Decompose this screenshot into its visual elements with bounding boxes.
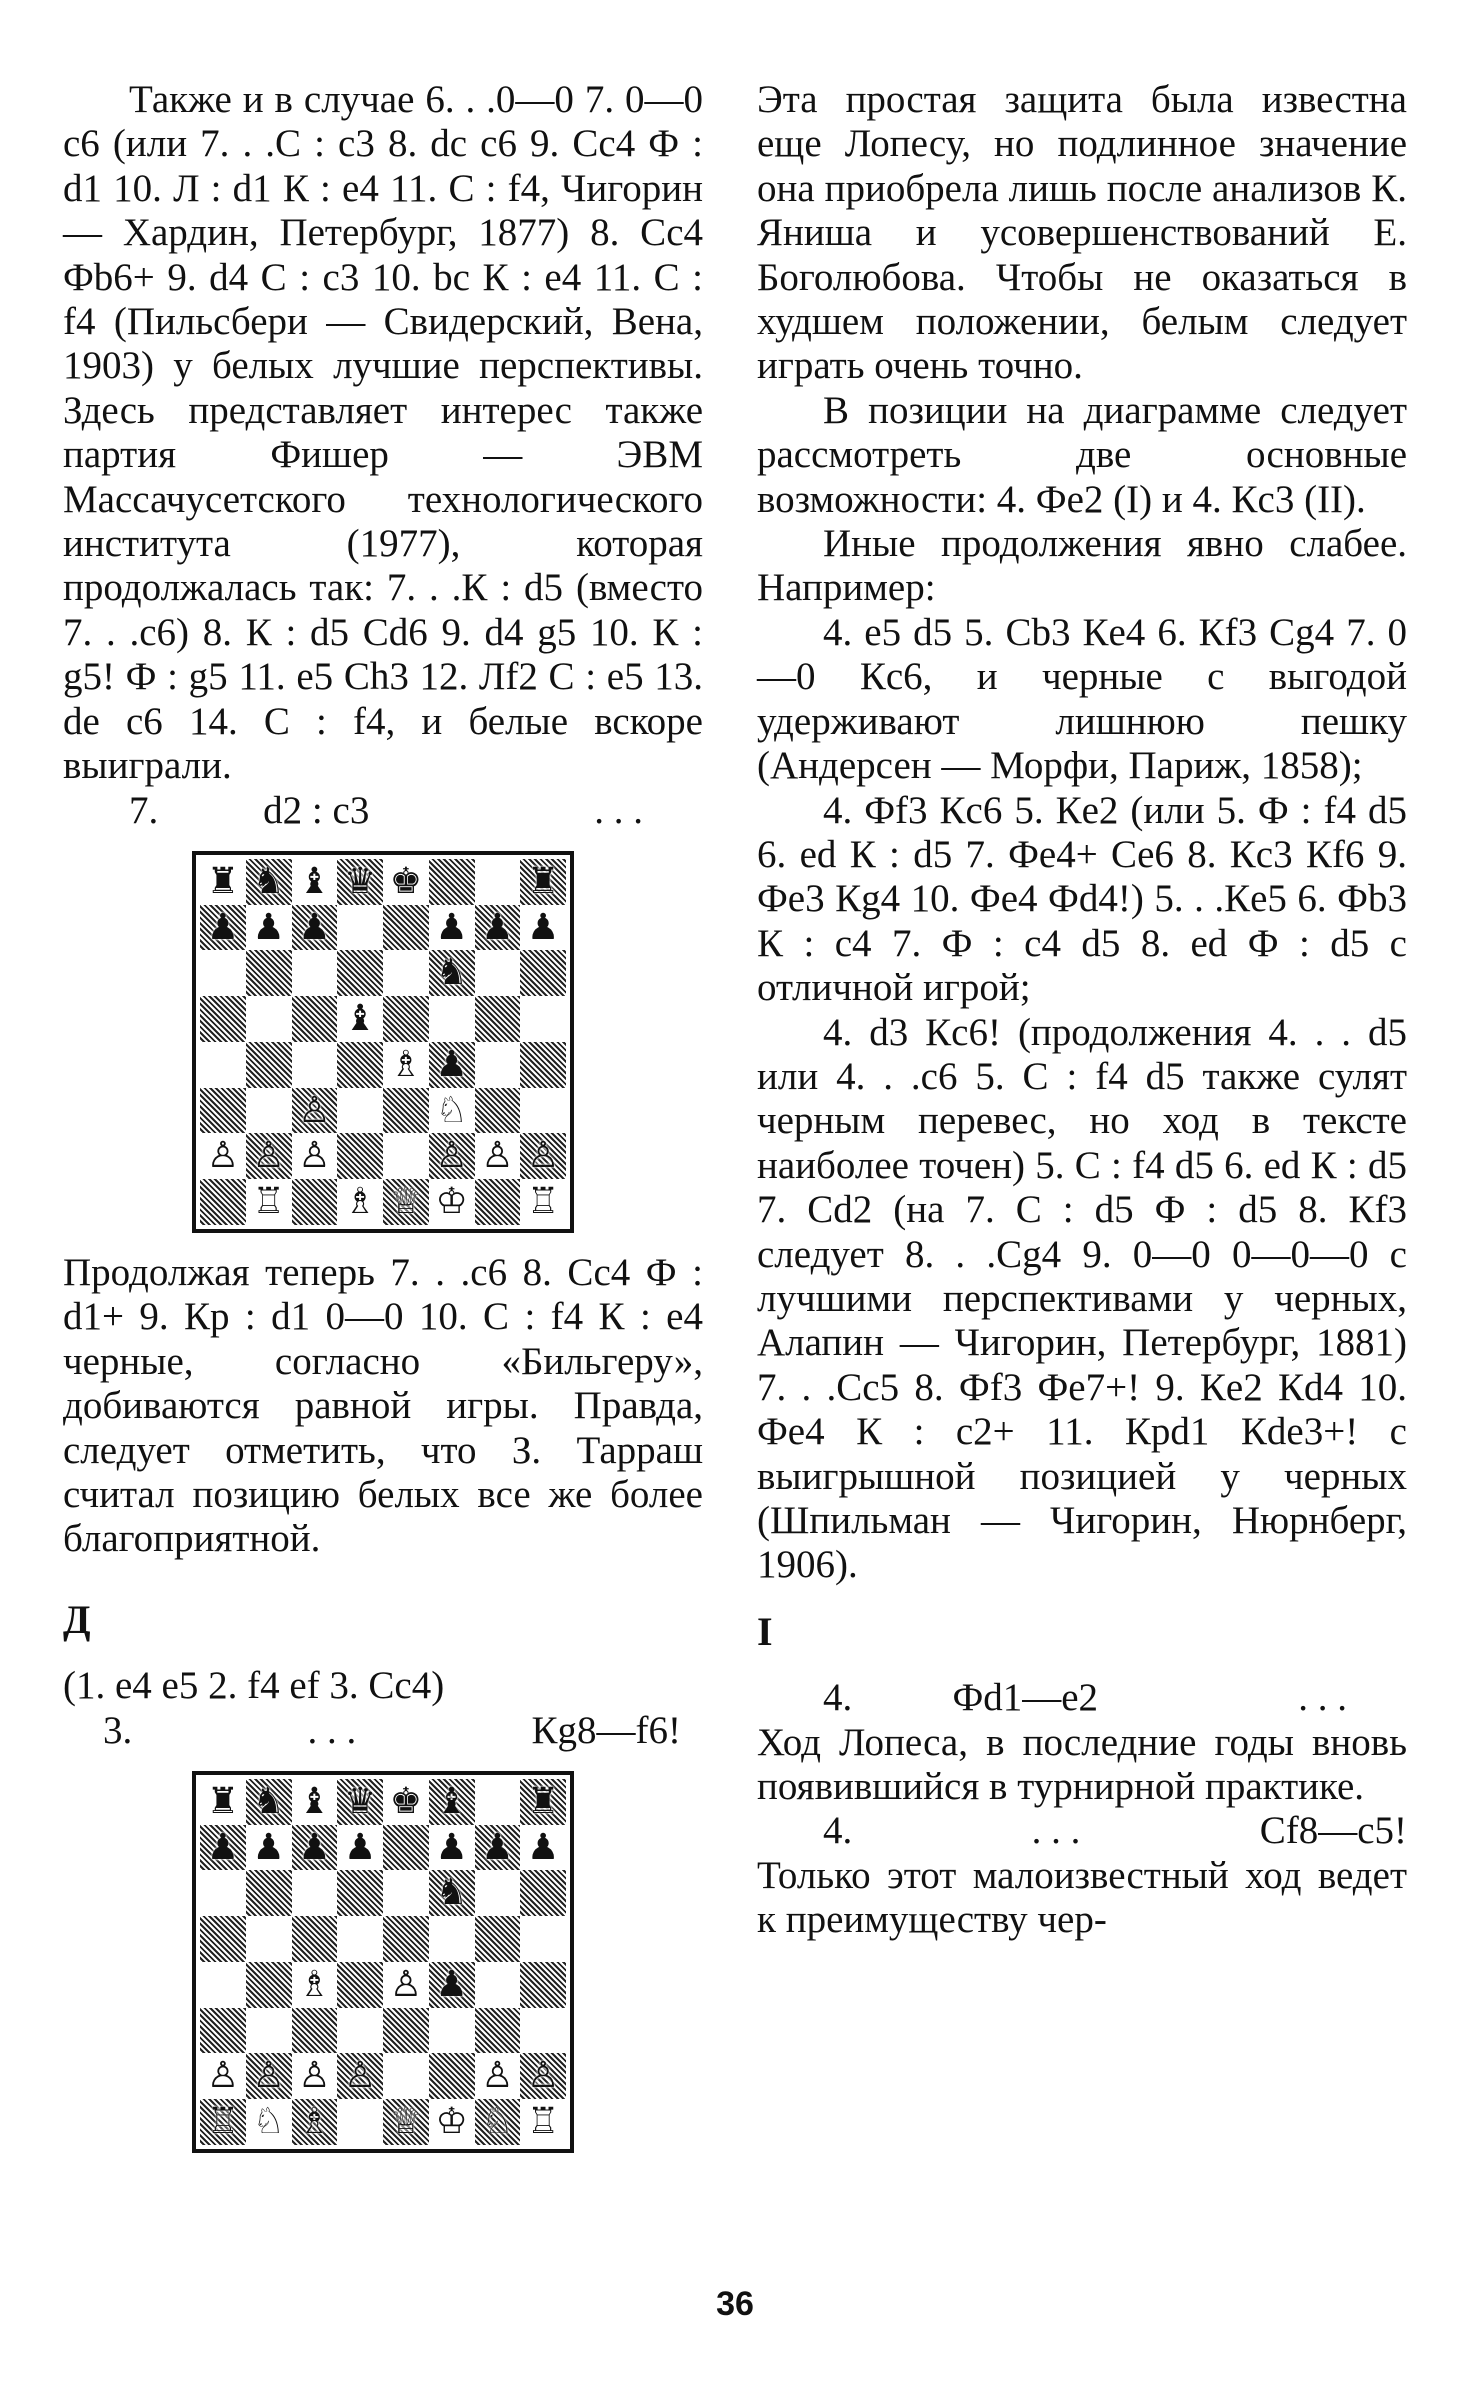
board-square: [429, 1133, 475, 1179]
board-square: [200, 1916, 246, 1962]
board-square: [246, 1916, 292, 1962]
black-pawn-icon: ♟: [343, 1826, 377, 1868]
black-pawn-icon: ♟: [435, 1043, 468, 1085]
board-square: [429, 2008, 475, 2054]
board-square: [292, 2053, 338, 2099]
board-square: [429, 2099, 475, 2145]
white-pawn-icon: ♙: [252, 1135, 285, 1177]
chessboard: [192, 851, 574, 1233]
black-pawn-icon: ♟: [206, 906, 240, 948]
paragraph: Ход Лопеса, в последние годы вновь появившийся в турнирной практике.: [757, 1720, 1407, 1809]
move-line-4b: [757, 1809, 1407, 1853]
white-move: . . .: [307, 1708, 357, 1752]
board-square: [429, 2053, 475, 2099]
board-square: [520, 996, 566, 1042]
board-square: [383, 1088, 429, 1134]
board-square: [475, 1042, 521, 1088]
board-square: [200, 905, 246, 951]
black-pawn-icon: ♟: [481, 1826, 514, 1868]
board-square: [337, 905, 383, 951]
paragraph: Продолжая теперь 7. . .c6 8. Cc4 Ф : d1+ 9. Кр : d1 0—0 10. С : f4 К : e4 черные, согласно «Бильгеру», добиваются равной игры. Правда, следует отметить, что З. Тарраш считал позицию белых все же более благоприятной.: [63, 1250, 703, 1561]
white-bishop-icon: ♗: [343, 1181, 377, 1223]
board-square: [337, 1179, 383, 1225]
board-square: [246, 905, 292, 951]
move-line-7: [63, 789, 703, 833]
board-square: [383, 905, 429, 951]
black-pawn-icon: ♟: [435, 906, 468, 948]
board-square: [292, 1870, 338, 1916]
white-pawn-icon: ♙: [435, 1135, 468, 1177]
white-pawn-icon: ♙: [481, 1135, 514, 1177]
board-square: [520, 859, 566, 905]
black-knight-icon: ♞: [435, 952, 468, 994]
black-king-icon: ♚: [389, 1780, 423, 1822]
black-bishop-icon: ♝: [298, 1780, 331, 1822]
board-square: [475, 1825, 521, 1871]
board-square: [200, 1825, 246, 1871]
board-square: [520, 2099, 566, 2145]
board-square: [383, 1042, 429, 1088]
board-square: [475, 996, 521, 1042]
board-square: [200, 2053, 246, 2099]
black-bishop-icon: ♝: [298, 860, 331, 902]
board-square: [246, 2053, 292, 2099]
board-square: [337, 2099, 383, 2145]
move-line-4a: [757, 1676, 1407, 1720]
board-square: [383, 2008, 429, 2054]
white-move: Фd1—e2: [952, 1676, 1099, 1720]
board-square: [246, 1088, 292, 1134]
white-pawn-icon: ♙: [526, 2055, 560, 2097]
paragraph: Также и в случае 6. . .0—0 7. 0—0 c6 (или 7. . .С : c3 8. dc c6 9. Cc4 Ф : d1 10. Л : d1 К : e4 11. С : f4, Чигорин — Хардин, Петербург, 1877) 8. Cc4 Фb6+ 9. d4 С : c3 10. bc К : e4 11. С : f4 (Пильсбери — Свидерский, Вена, 1903) у белых лучшие перспективы. Здесь представляет интерес также партия Фишер — ЭВМ Массачусетского технологического института (1977), которая продолжалась так: 7. . .К : d5 (вместо 7. . .c6) 8. К : d5 Cd6 9. d4 g5 10. К : g5! Ф : g5 11. e5 Ch3 12. Лf2 С : e5 13. de c6 14. С : f4, и белые вскоре выиграли.: [63, 78, 703, 788]
board-square: [246, 1133, 292, 1179]
black-bishop-icon: ♝: [435, 1780, 468, 1822]
white-pawn-icon: ♙: [343, 2055, 377, 2097]
paragraph: Эта простая защита была известна еще Лопесу, но подлинное значение она приобрела лишь после анализов К. Яниша и усовершенствований Е. Боголюбова. Чтобы не оказаться в худшем положении, белым следует играть очень точно.: [757, 78, 1407, 388]
black-knight-icon: ♞: [252, 860, 285, 902]
board-square: [200, 950, 246, 996]
board-square: [200, 1088, 246, 1134]
white-pawn-icon: ♙: [298, 1089, 331, 1131]
board-square: [292, 1042, 338, 1088]
board-square: [337, 859, 383, 905]
board-square: [246, 859, 292, 905]
white-king-icon: ♔: [435, 2101, 468, 2143]
board-square: [246, 1179, 292, 1225]
board-square: [292, 1779, 338, 1825]
white-pawn-icon: ♙: [526, 1135, 560, 1177]
section-heading-i: I: [757, 1608, 773, 1654]
board-square: [292, 2008, 338, 2054]
board-square: [200, 2008, 246, 2054]
board-square: [429, 1088, 475, 1134]
board-square: [475, 2053, 521, 2099]
white-pawn-icon: ♙: [481, 2055, 514, 2097]
board-square: [200, 859, 246, 905]
paragraph: 4. Фf3 Кc6 5. Кe2 (или 5. Ф : f4 d5 6. ed К : d5 7. Фe4+ Ce6 8. Кc3 Кf6 9. Фe3 Кg4 10. Фe4 Фd4!) 5. . .Кe5 6. Фb3 К : c4 7. Ф : c4 d5 8. ed Ф : d5 с отличной игрой;: [757, 788, 1407, 1010]
board-square: [246, 996, 292, 1042]
board-square: [337, 1042, 383, 1088]
white-pawn-icon: ♙: [389, 1963, 423, 2005]
chess-diagram-1: [63, 851, 703, 1233]
board-square: [292, 905, 338, 951]
board-square: [429, 996, 475, 1042]
board-square: [475, 1133, 521, 1179]
board-square: [246, 1779, 292, 1825]
white-pawn-icon: ♙: [298, 1135, 331, 1177]
white-knight-icon: ♘: [481, 2101, 514, 2143]
board-square: [520, 1088, 566, 1134]
board-square: [429, 1870, 475, 1916]
board-square: [246, 1962, 292, 2008]
black-queen-icon: ♛: [343, 1780, 377, 1822]
move-number: 4.: [823, 1809, 853, 1853]
board-square: [383, 859, 429, 905]
board-square: [200, 2099, 246, 2145]
board-square: [383, 2099, 429, 2145]
board-square: [200, 996, 246, 1042]
white-rook-icon: ♖: [526, 2101, 560, 2143]
board-square: [246, 2008, 292, 2054]
section-heading-d: Д: [63, 1596, 91, 1642]
white-bishop-icon: ♗: [298, 2101, 331, 2143]
white-knight-icon: ♘: [252, 2101, 285, 2143]
black-move: . . .: [1298, 1676, 1347, 1720]
board-square: [200, 1870, 246, 1916]
board-square: [383, 1870, 429, 1916]
board-square: [520, 1825, 566, 1871]
board-square: [292, 1825, 338, 1871]
white-queen-icon: ♕: [389, 1181, 423, 1223]
board-square: [337, 1870, 383, 1916]
board-square: [429, 950, 475, 996]
board-square: [520, 1179, 566, 1225]
black-king-icon: ♚: [389, 860, 423, 902]
black-pawn-icon: ♟: [435, 1826, 468, 1868]
board-square: [337, 2008, 383, 2054]
paragraph: В позиции на диаграмме следует рассмотреть две основные возможности: 4. Фе2 (I) и 4. Кc3 (II).: [757, 388, 1407, 521]
board-square: [292, 1088, 338, 1134]
white-pawn-icon: ♙: [298, 2055, 331, 2097]
board-square: [520, 1916, 566, 1962]
board-square: [292, 1916, 338, 1962]
board-square: [246, 950, 292, 996]
board-square: [475, 950, 521, 996]
board-square: [520, 1779, 566, 1825]
board-square: [429, 1916, 475, 1962]
board-square: [383, 1133, 429, 1179]
black-rook-icon: ♜: [206, 1780, 240, 1822]
black-rook-icon: ♜: [526, 860, 560, 902]
black-pawn-icon: ♟: [206, 1826, 240, 1868]
board-square: [292, 859, 338, 905]
move-number: 7.: [129, 788, 159, 832]
white-pawn-icon: ♙: [206, 1135, 240, 1177]
white-rook-icon: ♖: [526, 1181, 560, 1223]
board-square: [337, 1779, 383, 1825]
chess-diagram-2: [63, 1771, 703, 2153]
board-square: [337, 1133, 383, 1179]
white-king-icon: ♔: [435, 1181, 468, 1223]
board-square: [200, 1779, 246, 1825]
board-square: [520, 1870, 566, 1916]
board-square: [475, 1779, 521, 1825]
chessboard: [192, 1771, 574, 2153]
black-queen-icon: ♛: [343, 860, 377, 902]
board-square: [383, 1916, 429, 1962]
paragraph: Только этот малоизвестный ход ведет к преимуществу чер-: [757, 1853, 1407, 1942]
board-square: [475, 1870, 521, 1916]
board-square: [292, 1962, 338, 2008]
board-square: [520, 1133, 566, 1179]
board-square: [383, 1179, 429, 1225]
black-pawn-icon: ♟: [298, 906, 331, 948]
board-square: [383, 996, 429, 1042]
white-pawn-icon: ♙: [206, 2055, 240, 2097]
board-square: [475, 1962, 521, 2008]
board-square: [475, 1088, 521, 1134]
board-square: [520, 950, 566, 996]
white-bishop-icon: ♗: [298, 1963, 331, 2005]
black-pawn-icon: ♟: [252, 906, 285, 948]
board-square: [383, 1962, 429, 2008]
board-square: [200, 1042, 246, 1088]
board-square: [429, 1825, 475, 1871]
board-square: [429, 859, 475, 905]
board-square: [292, 1179, 338, 1225]
board-square: [292, 1133, 338, 1179]
board-square: [292, 996, 338, 1042]
board-square: [475, 859, 521, 905]
left-column: [63, 78, 703, 2171]
board-square: [200, 1962, 246, 2008]
paragraph: Иные продолжения явно слабее. Например:: [757, 522, 1407, 610]
page-number: 36: [716, 2285, 754, 2323]
black-pawn-icon: ♟: [435, 1963, 468, 2005]
board-square: [337, 1962, 383, 2008]
board-square: [337, 1825, 383, 1871]
board-square: [520, 2008, 566, 2054]
board-square: [337, 1088, 383, 1134]
board-square: [246, 2099, 292, 2145]
board-square: [200, 1133, 246, 1179]
board-square: [200, 1179, 246, 1225]
board-square: [475, 2008, 521, 2054]
white-rook-icon: ♖: [206, 2101, 240, 2143]
move-number: 4.: [823, 1676, 853, 1720]
board-square: [475, 2099, 521, 2145]
board-square: [520, 1042, 566, 1088]
board-square: [383, 1779, 429, 1825]
board-square: [429, 905, 475, 951]
board-square: [429, 1179, 475, 1225]
board-square: [520, 905, 566, 951]
black-pawn-icon: ♟: [252, 1826, 285, 1868]
white-move: . . .: [1031, 1809, 1081, 1853]
white-bishop-icon: ♗: [389, 1043, 423, 1085]
black-knight-icon: ♞: [252, 1780, 285, 1822]
board-square: [475, 1179, 521, 1225]
black-knight-icon: ♞: [435, 1872, 468, 1914]
board-square: [429, 1779, 475, 1825]
opening-line: (1. e4 e5 2. f4 ef 3. Cc4): [63, 1664, 445, 1708]
black-move: Cf8—c5!: [1259, 1809, 1407, 1853]
white-knight-icon: ♘: [435, 1089, 468, 1131]
board-square: [383, 1825, 429, 1871]
black-pawn-icon: ♟: [481, 906, 514, 948]
board-square: [520, 1962, 566, 2008]
board-square: [337, 950, 383, 996]
black-rook-icon: ♜: [206, 860, 240, 902]
black-rook-icon: ♜: [526, 1780, 560, 1822]
black-pawn-icon: ♟: [298, 1826, 331, 1868]
move-number: 3.: [103, 1708, 133, 1752]
board-square: [383, 950, 429, 996]
black-pawn-icon: ♟: [526, 906, 560, 948]
black-move: . . .: [594, 788, 643, 832]
paragraph: 4. e5 d5 5. Cb3 Кe4 6. Кf3 Cg4 7. 0—0 Кc6, и черные с выгодой удерживают лишнюю пешку (Андерсен — Морфи, Париж, 1858);: [757, 610, 1407, 788]
white-move: d2 : c3: [263, 788, 370, 832]
board-square: [337, 996, 383, 1042]
white-queen-icon: ♕: [389, 2101, 423, 2143]
black-bishop-icon: ♝: [343, 998, 377, 1040]
board-square: [337, 2053, 383, 2099]
board-square: [246, 1042, 292, 1088]
board-square: [383, 2053, 429, 2099]
black-pawn-icon: ♟: [526, 1826, 560, 1868]
board-square: [429, 1962, 475, 2008]
board-square: [246, 1870, 292, 1916]
board-square: [429, 1042, 475, 1088]
black-move: Кg8—f6!: [531, 1708, 681, 1752]
board-square: [475, 1916, 521, 1962]
board-square: [246, 1825, 292, 1871]
board-square: [520, 2053, 566, 2099]
paragraph: 4. d3 Кc6! (продолжения 4. . . d5 или 4. . .c6 5. С : f4 d5 также сулят черным перевес, но ход в тексте наиболее точен) 5. С : f4 d5 6. ed К : d5 7. Cd2 (на 7. С : d5 Ф : d5 8. Кf3 следует 8. . .Cg4 9. 0—0 0—0—0 с лучшими перспективами у черных, Алапин — Чигорин, Петербург, 1881) 7. . .Cc5 8. Фf3 Фe7+! 9. Кe2 Кd4 10. Фe4 К : c2+ 11. Крd1 Кde3+! с выигрышной позицией у черных (Шпильман — Чигорин, Нюрнберг, 1906).: [757, 1010, 1407, 1587]
board-square: [475, 905, 521, 951]
board-square: [337, 1916, 383, 1962]
right-column: [757, 78, 1407, 1943]
white-rook-icon: ♖: [252, 1181, 285, 1223]
white-pawn-icon: ♙: [252, 2055, 285, 2097]
board-square: [292, 2099, 338, 2145]
move-line-3: [63, 1709, 703, 1753]
board-square: [292, 950, 338, 996]
